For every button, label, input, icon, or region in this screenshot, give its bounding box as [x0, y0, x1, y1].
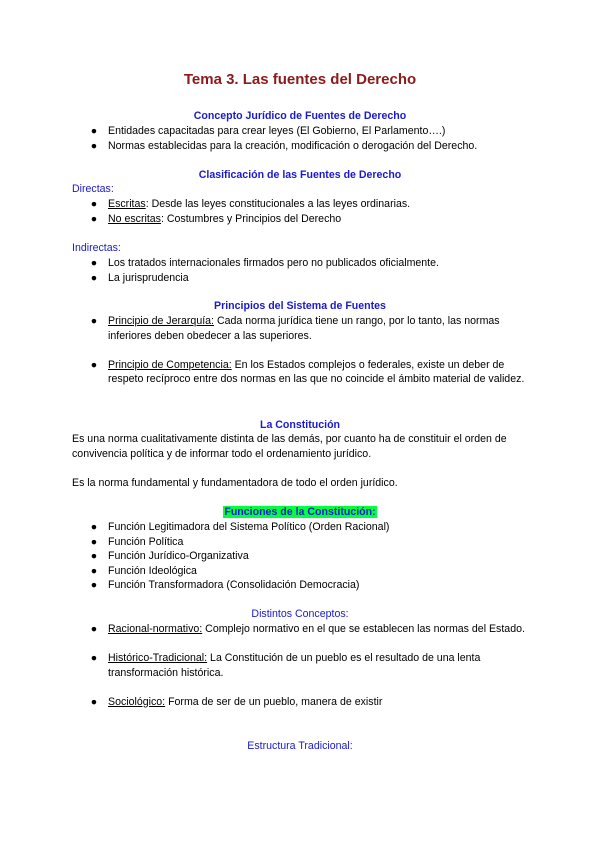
list-item: ● Racional-normativo: Complejo normativo en el que se establecen las normas del Estado.: [90, 623, 525, 635]
bullet-icon: ●: [90, 139, 98, 152]
section-heading-clasificacion: Clasificación de las Fuentes de Derecho: [198, 169, 402, 181]
page-title: Tema 3. Las fuentes del Derecho: [183, 71, 417, 88]
bullet-icon: ●: [90, 271, 98, 284]
subheading-indirectas: Indirectas:: [72, 242, 121, 254]
list-item: ● Principio de Jerarquía: Cada norma jurídica tiene un rango, por lo tanto, las normas inferiores deben obedecer a las superiores.: [90, 315, 500, 342]
directas-list: [0, 197, 530, 226]
subheading-directas: Directas:: [72, 183, 114, 195]
bullet-icon: ●: [90, 257, 98, 269]
bullet-icon: ●: [90, 652, 98, 664]
list-item: ● Función Jurídico-Organizativa: [90, 550, 249, 562]
funciones-list: [0, 520, 530, 593]
list-item: ● Función Legitimadora del Sistema Político (Orden Racional): [90, 521, 390, 533]
section-heading-conceptos: Distintos Conceptos:: [251, 608, 349, 620]
term: Principio de Jerarquía:: [108, 315, 214, 327]
conceptos-list: [0, 622, 530, 709]
bullet-icon: ●: [90, 564, 98, 577]
bullet-icon: ●: [90, 550, 98, 562]
list-item: ● Función Transformadora (Consolidación Democracia): [90, 579, 360, 591]
term: Racional-normativo:: [108, 623, 203, 635]
paragraph: Es una norma cualitativamente distinta de las demás, por cuanto ha de constituir el orden de convivencia política y de informar todo el ordenamiento jurídico.: [72, 433, 507, 460]
bullet-icon: ●: [90, 212, 98, 225]
concepto-list: [0, 124, 530, 153]
term: Principio de Competencia:: [108, 358, 232, 371]
term: Sociológico:: [108, 695, 166, 708]
bullet-icon: ●: [90, 695, 98, 708]
bullet-icon: ●: [90, 358, 98, 371]
list-item: ● Entidades capacitadas para crear leyes (El Gobierno, El Parlamento….): [90, 125, 446, 137]
list-item: ● Función Ideológica: [90, 564, 197, 577]
section-heading-concepto: Concepto Jurídico de Fuentes de Derecho: [193, 110, 407, 122]
list-item: ● Principio de Competencia: En los Estados complejos o federales, existe un deber de respeto recíproco entre dos normas en las que no coincide el ámbito material de validez.: [90, 358, 525, 385]
list-item: ● Los tratados internacionales firmados pero no publicados oficialmente.: [90, 257, 439, 269]
bullet-icon: ●: [90, 623, 98, 635]
indirectas-list: [0, 256, 530, 285]
bullet-icon: ●: [90, 315, 98, 327]
bullet-icon: ●: [90, 521, 98, 533]
section-heading-principios: Principios del Sistema de Fuentes: [214, 300, 386, 312]
list-item: ● Función Política: [90, 535, 184, 548]
list-item: ● No escritas: Costumbres y Principios del Derecho: [90, 212, 342, 225]
section-heading-funciones: [72, 505, 528, 520]
highlighted-heading: Funciones de la Constitución:: [224, 506, 376, 518]
bullet-icon: ●: [90, 125, 98, 137]
bullet-icon: ●: [90, 579, 98, 591]
list-item: ● Histórico-Tradicional: La Constitución de un pueblo es el resultado de una lenta transformación histórica.: [90, 652, 481, 679]
term: Escritas: [108, 198, 146, 210]
list-item: ● Sociológico: Forma de ser de un pueblo, manera de existir: [90, 695, 383, 708]
term: Histórico-Tradicional:: [108, 652, 208, 664]
term: No escritas: [108, 212, 161, 225]
section-heading-estructura: Estructura Tradicional:: [247, 740, 353, 752]
principios-list: [0, 314, 530, 387]
list-item: ● Normas establecidas para la creación, modificación o derogación del Derecho.: [90, 139, 478, 152]
paragraph: Es la norma fundamental y fundamentadora de todo el orden jurídico.: [72, 477, 398, 489]
bullet-icon: ●: [90, 198, 98, 210]
bullet-icon: ●: [90, 535, 98, 548]
list-item: ● Escritas: Desde las leyes constitucionales a las leyes ordinarias.: [90, 198, 411, 210]
list-item: ● La jurisprudencia: [90, 271, 189, 284]
section-heading-constitucion: La Constitución: [259, 419, 341, 431]
